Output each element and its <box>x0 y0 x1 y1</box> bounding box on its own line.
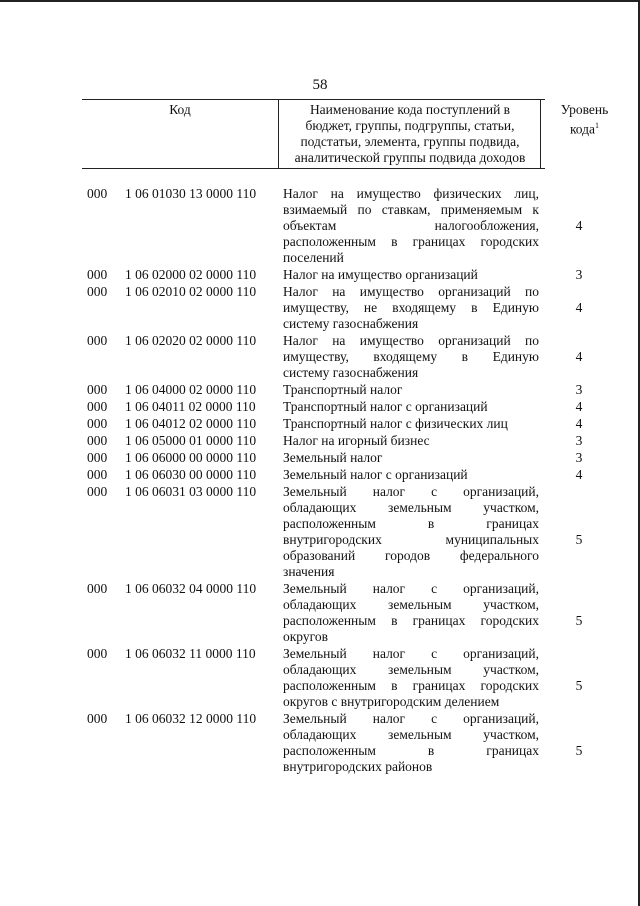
name-line: Налог на имущество организаций <box>283 267 478 282</box>
income-code: 1 06 01030 13 0000 110 <box>125 186 257 201</box>
income-code: 1 06 02000 02 0000 110 <box>125 267 257 282</box>
income-name <box>283 711 539 775</box>
name-line: взимаемый по ставкам, применяемым к <box>283 202 539 217</box>
admin-code: 000 <box>87 581 108 596</box>
code-level: 5 <box>575 678 583 693</box>
table-row <box>0 186 640 266</box>
code-level: 5 <box>575 532 583 547</box>
income-code: 1 06 02010 02 0000 110 <box>125 284 257 299</box>
name-line: расположенным в границах городских <box>283 613 539 628</box>
table-row <box>0 267 640 283</box>
income-name <box>283 581 539 645</box>
table-row <box>0 433 640 449</box>
name-line: расположенным в границах городских <box>283 678 539 693</box>
name-line: расположенным в границах <box>283 516 539 531</box>
income-name <box>283 433 539 449</box>
admin-code: 000 <box>87 284 108 299</box>
name-line: обладающих земельным участком, <box>283 597 539 612</box>
header-code: Код <box>169 102 191 117</box>
footnote-marker: 1 <box>595 121 600 130</box>
admin-code: 000 <box>87 450 108 465</box>
name-line: поселений <box>283 250 344 265</box>
code-level: 4 <box>575 349 583 364</box>
name-line: округов с внутригородским делением <box>283 694 500 709</box>
name-line: Земельный налог с организаций, <box>283 581 539 596</box>
table-header <box>82 99 609 169</box>
table-row <box>0 416 640 432</box>
income-code: 1 06 05000 01 0000 110 <box>125 433 257 448</box>
income-code: 1 06 04012 02 0000 110 <box>125 416 257 431</box>
name-line: систему газоснабжения <box>283 365 419 380</box>
income-name <box>283 399 539 415</box>
code-level: 3 <box>575 450 583 465</box>
table-row <box>0 284 640 332</box>
income-code: 1 06 04011 02 0000 110 <box>125 399 256 414</box>
name-line: округов <box>283 629 328 644</box>
name-line: обладающих земельным участком, <box>283 662 539 677</box>
table-row <box>0 467 640 483</box>
name-line: обладающих земельным участком, <box>283 500 539 515</box>
code-level: 4 <box>575 416 583 431</box>
code-level: 5 <box>575 743 583 758</box>
admin-code: 000 <box>87 711 108 726</box>
name-line: Земельный налог с организаций <box>283 467 468 482</box>
name-line: Транспортный налог <box>283 382 403 397</box>
page-top-edge <box>0 0 640 2</box>
code-level: 5 <box>575 613 583 628</box>
income-name <box>283 450 539 466</box>
name-line: Земельный налог с организаций, <box>283 711 539 726</box>
income-name <box>283 467 539 483</box>
income-name <box>283 267 539 283</box>
income-code: 1 06 06032 12 0000 110 <box>125 711 257 726</box>
admin-code: 000 <box>87 382 108 397</box>
admin-code: 000 <box>87 646 108 661</box>
admin-code: 000 <box>87 399 108 414</box>
code-level: 4 <box>575 218 583 233</box>
income-name <box>283 416 539 432</box>
admin-code: 000 <box>87 333 108 348</box>
name-line: Транспортный налог с физических лиц <box>283 416 508 431</box>
admin-code: 000 <box>87 267 108 282</box>
income-name <box>283 382 539 398</box>
name-line: Налог на игорный бизнес <box>283 433 430 448</box>
income-name <box>283 484 539 580</box>
name-line: объектам налогообложения, <box>283 218 539 233</box>
admin-code: 000 <box>87 433 108 448</box>
name-line: значения <box>283 564 335 579</box>
name-line: систему газоснабжения <box>283 316 419 331</box>
name-line: образований городов федерального <box>283 548 539 563</box>
name-line: имуществу, входящему в Единую <box>283 349 539 364</box>
table-row <box>0 646 640 710</box>
header-level: Уровень кода$^1$ <box>560 102 609 137</box>
table-row <box>0 450 640 466</box>
admin-code: 000 <box>87 416 108 431</box>
name-line: расположенным в границах городских <box>283 234 539 249</box>
admin-code: 000 <box>87 467 108 482</box>
income-code: 1 06 06000 00 0000 110 <box>125 450 257 465</box>
table-row <box>0 581 640 645</box>
name-line: обладающих земельным участком, <box>283 727 539 742</box>
page-number: 58 <box>312 77 328 93</box>
income-code: 1 06 06032 11 0000 110 <box>125 646 256 661</box>
code-level: 3 <box>575 267 583 282</box>
name-line: Земельный налог с организаций, <box>283 646 539 661</box>
table-row <box>0 484 640 580</box>
admin-code: 000 <box>87 186 108 201</box>
name-line: расположенным в границах <box>283 743 539 758</box>
code-level: 4 <box>575 300 583 315</box>
name-line: Налог на имущество организаций по <box>283 284 539 299</box>
name-line: Земельный налог с организаций, <box>283 484 539 499</box>
admin-code: 000 <box>87 484 108 499</box>
name-line: внутригородских муниципальных <box>283 532 539 547</box>
table-row <box>0 333 640 381</box>
table-row <box>0 711 640 775</box>
code-level: 3 <box>575 382 583 397</box>
income-name <box>283 333 539 381</box>
income-code: 1 06 06030 00 0000 110 <box>125 467 257 482</box>
name-line: Налог на имущество организаций по <box>283 333 539 348</box>
income-name <box>283 284 539 332</box>
income-code: 1 06 02020 02 0000 110 <box>125 333 257 348</box>
code-level: 4 <box>575 399 583 414</box>
name-line: внутригородских районов <box>283 759 433 774</box>
table-row <box>0 382 640 398</box>
income-name <box>283 186 539 266</box>
income-name <box>283 646 539 710</box>
code-level: 4 <box>575 467 583 482</box>
name-line: Земельный налог <box>283 450 383 465</box>
table-row <box>0 399 640 415</box>
code-level: 3 <box>575 433 583 448</box>
name-line: Налог на имущество физических лиц, <box>283 186 539 201</box>
name-line: имуществу, не входящему в Единую <box>283 300 539 315</box>
income-code: 1 06 04000 02 0000 110 <box>125 382 257 397</box>
header-name: Наименование кода поступлений в бюджет, группы, подгруппы, статьи, подстатьи, элемента, группы подвида, аналитической группы подвида доходов <box>294 102 526 165</box>
income-code: 1 06 06032 04 0000 110 <box>125 581 257 596</box>
name-line: Транспортный налог с организаций <box>283 399 488 414</box>
income-code: 1 06 06031 03 0000 110 <box>125 484 257 499</box>
